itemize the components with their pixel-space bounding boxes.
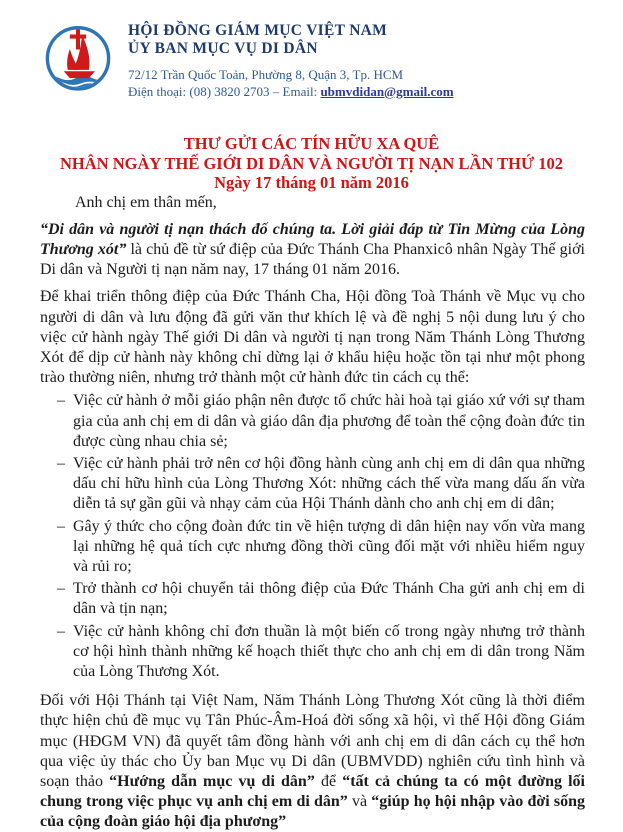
contact-line	[128, 84, 454, 101]
dash-bullet: –	[57, 622, 65, 640]
list-item-text: Việc cử hành phải trở nên cơ hội đồng hành cùng anh chị em di dân qua những dấu chỉ hữu hình của Lòng Thương Xót: những cách thế vừa mang dấu ấn vừa diễn tả sự gần gũi và nhạy cảm của Hội Thánh dành cho anh chị em di dân;	[73, 454, 585, 513]
p3-segment: và	[347, 793, 372, 811]
p3-segment: Đối với Hội Thánh tại Việt Nam, Năm Thánh Lòng Thương Xót cũng là thời điểm thực hiện chủ đề mục vụ Tân Phúc-Âm-Hoá đời sống xã hội, vì thế Hội đồng Giám mục (HĐGM VN) đã quyết tâm đồng hành với anh chị em di dân cách cụ thể hơn qua việc ủy thác cho Ủy ban Mục vụ Di dân (UBMVDD) nghiên cứu tình hình và soạn thảo	[40, 692, 585, 790]
list-item-text: Việc cử hành ở mỗi giáo phận nên được tổ chức hài hoà tại giáo xứ với sự tham gia của anh chị em di dân và giáo dân địa phương để toàn thể cộng đoàn đức tin được cùng nhau chia sẻ;	[73, 392, 585, 450]
list-item	[40, 454, 585, 515]
greeting: Anh chị em thân mến,	[75, 193, 217, 211]
org-name-line1: HỘI ĐỒNG GIÁM MỤC VIỆT NAM	[128, 22, 388, 39]
org-name-line2: ỦY BAN MỤC VỤ DI DÂN	[128, 40, 318, 57]
paragraph-vietnam	[40, 691, 585, 832]
email-link[interactable]: ubmvdidan@gmail.com	[320, 83, 454, 99]
list-item	[40, 579, 585, 619]
title-line-3: Ngày 17 tháng 01 năm 2016	[214, 173, 409, 192]
dash-bullet: –	[57, 392, 65, 410]
dash-bullet: –	[57, 517, 65, 535]
letter-body	[0, 193, 623, 832]
paragraph-theme	[40, 220, 585, 281]
list-item-text: Gây ý thức cho cộng đoàn đức tin về hiện tượng di dân hiện nay vốn vừa mang lại những hệ quả tích cực nhưng đồng thời cũng đối mặt với nhiều hiểm nguy và rủi ro;	[73, 517, 585, 575]
dash-bullet: –	[57, 580, 65, 598]
p3-segment-bold: “Hướng dẫn mục vụ di dân”	[109, 772, 315, 790]
contact-prefix: Điện thoại: (08) 3820 2703 – Email:	[128, 83, 321, 99]
list-item-text: Việc cử hành không chỉ đơn thuần là một biến cố trong ngày nhưng trở thành cơ hội hình thành những kế hoạch thiết thực cho anh chị em di dân trong Năm của Lòng Thương Xót.	[73, 622, 585, 680]
list-item	[40, 517, 585, 578]
dash-bullet: –	[57, 454, 65, 472]
title-line-2: NHÂN NGÀY THẾ GIỚI DI DÂN VÀ NGƯỜI TỊ NẠN LẦN THỨ 102	[59, 153, 563, 173]
address-block	[128, 67, 454, 100]
address-line: 72/12 Trần Quốc Toản, Phường 8, Quận 3, Tp. HCM	[128, 67, 404, 82]
org-block	[128, 18, 454, 100]
list-item	[40, 391, 585, 452]
letterhead	[0, 0, 623, 100]
theme-quote: “Di dân và người tị nạn thách đố chúng ta. Lời giải đáp từ Tin Mừng của Lòng Thương xót”	[40, 220, 585, 258]
letter-title	[0, 134, 623, 193]
paragraph-intro: Để khai triển thông điệp của Đức Thánh Cha, Hội đồng Toà Thánh về Mục vụ cho người di dân và lưu động đã gửi văn thư khích lệ và đề nghị 5 nội dung lưu ý cho việc cử hành ngày Thế giới Di dân và người tị nạn trong Năm Thánh Lòng Thương Xót để dịp cử hành này không chỉ dừng lại ở khẩu hiệu hoặc tồn tại như một phong trào thường niên, nhưng trở thành một cử hành đức tin cách cụ thể:	[40, 288, 585, 387]
list-item-text: Trở thành cơ hội chuyển tải thông điệp của Đức Thánh Cha gửi anh chị em di dân và tịn nạn;	[73, 580, 585, 618]
boat-cross-logo	[44, 18, 112, 96]
guidelines-list	[40, 391, 585, 682]
p3-segment: để	[314, 772, 343, 790]
theme-rest: là chủ đề từ sứ điệp của Đức Thánh Cha Phanxicô nhân Ngày Thế giới Di dân và Người tị nạn năm nay, 17 tháng 01 năm 2016.	[40, 240, 586, 279]
title-line-1: THƯ GỬI CÁC TÍN HỮU XA QUÊ	[183, 134, 440, 153]
list-item	[40, 622, 585, 683]
p3-segment-bold: “tất cả chúng ta có một đường lối chung trong việc phục vụ anh chị em di dân”	[40, 772, 585, 811]
p3-segment-bold: “giúp họ hội nhập vào đời sống của cộng đoàn giáo hội địa phương”	[40, 793, 585, 831]
